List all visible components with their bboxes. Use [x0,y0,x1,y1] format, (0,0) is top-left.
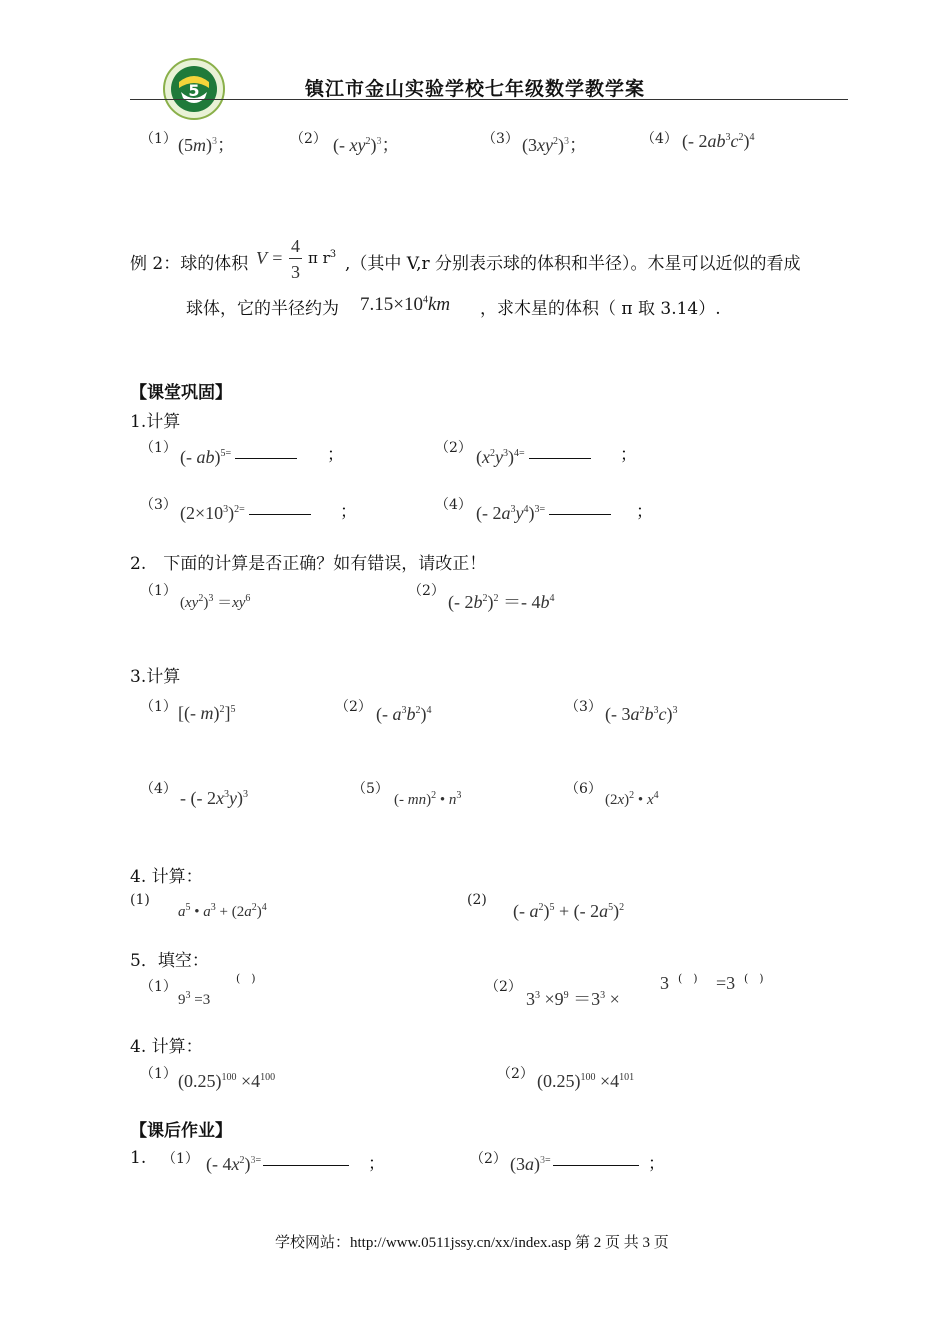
q3-expr-6: $(2x)^2$ • $x^4$ [605,790,659,808]
q5-blank-2[interactable]: ( ) [678,972,698,985]
homework-blank-2[interactable] [553,1165,639,1166]
q6-expr-1: $(0.25)^{100} \times 4^{100}$ [178,1071,276,1091]
homework-expr-2: $(3a)^{3=}$ [510,1154,639,1175]
q2-expr-2: (- $2b^2)^2 =- 4b^4$ [448,592,555,612]
q1-semi-2: ； [620,445,637,465]
q5-blank-3[interactable]: ( ) [744,972,764,985]
q5-label-2: （2） [485,979,522,995]
q4-label-1: (1) [130,892,150,908]
school-logo [163,58,225,120]
q2-title: 2. 下面的计算是否正确？如有错误，请改正！ [130,554,487,574]
q1-expr-4: (- $2a^3y^4)^{3=}$ [476,503,611,524]
q1-blank-1[interactable] [235,458,297,459]
q3-label-6: （6） [565,781,602,797]
q2-label-1: （1） [140,583,177,599]
q1-expr-2: $(x^2y^3)^{4=}$ [476,447,591,468]
q5-equals-3: =3 [716,973,736,993]
top-label-2: （2） [290,131,327,147]
top-expr-3: $(3xy^2)^3$； [522,135,587,155]
example2-r-exponent: 3 [329,249,337,260]
example2-radius-value: 7.15×10 [360,294,423,315]
example2-line2-b: ，求木星的体积（ π 取 3.14）. [480,299,721,319]
q6-expr-2: $(0.25)^{100} \times 4^{101}$ [537,1071,635,1091]
example2-frac-line [289,258,302,259]
q5-label-1: （1） [140,979,177,995]
example2-radius [360,294,450,316]
q3-expr-4: - (- $2x^3y)^3$ [180,788,248,808]
q2-label-2: （2） [408,583,445,599]
q3-expr-1: [(- m)$^2$]$^5$ [178,703,236,723]
q1-title: 1.计算 [130,412,181,432]
q2-expr-1: $(xy^2)^3 =xy^6$ [180,593,251,611]
q3-label-1: （1） [140,699,177,715]
school-logo-icon [163,58,225,120]
homework-semi-1: ； [368,1154,385,1174]
q3-label-5: （5） [352,781,389,797]
example2-radius-exponent: 4 [422,294,428,306]
q3-expr-2: (- $a^3b^2)^4$ [376,704,432,724]
q5-expr-2: $3^3 \times 9^9 =3^3$ × [526,989,620,1009]
homework-blank-1[interactable] [263,1165,349,1166]
homework-label-1: （1） [162,1151,199,1167]
header-divider [130,99,848,100]
q3-label-3: （3） [565,699,602,715]
top-expr-1: $(5m)^3$； [178,135,235,155]
q3-title: 3.计算 [130,667,181,687]
example2-frac-num: 4 [291,236,300,256]
top-label-4: （4） [641,131,678,147]
homework-heading: 【课后作业】 [130,1121,232,1141]
q1-blank-3[interactable] [249,514,311,515]
q6-label-2: （2） [497,1066,534,1082]
q1-label-2: （2） [435,440,472,456]
q5-blank-1[interactable]: ( ) [236,972,256,985]
q3-expr-5: (- mn)$^2$ • $n^3$ [394,790,462,808]
consolidation-heading: 【课堂巩固】 [130,383,232,403]
example2-line2-a: 球体，它的半径约为 [186,299,339,319]
example2-label: 例 2：球的体积 [130,254,249,274]
q4-title: 4. 计算： [130,867,203,887]
q4-expr-2: (- $a^2)^5$ + (- $2a^5)^2$ [513,901,625,921]
example2-frac-den: 3 [291,262,300,282]
example2-formula-v: V = [256,248,284,268]
q1-label-3: （3） [140,497,177,513]
example2-radius-unit: km [427,294,451,315]
q1-semi-1: ； [327,445,344,465]
q6-label-1: （1） [140,1066,177,1082]
page-footer: 学校网站：http://www.0511jssy.cn/xx/index.asp 第 2 页 共 3 页 [275,1235,669,1251]
page-title: 镇江市金山实验学校七年级数学教学案 [305,78,646,100]
q3-expr-3: (- $3a^2b^3c)^3$ [605,704,678,724]
q4-label-2: (2) [467,892,487,908]
top-label-3: （3） [482,131,519,147]
homework-semi-2: ； [648,1154,665,1174]
top-expr-4: (- $2ab^3c^2)^4$ [682,131,755,151]
q3-label-4: （4） [140,781,177,797]
q3-label-2: （2） [335,699,372,715]
top-label-1: （1） [140,131,177,147]
q1-expr-3: $(2\times 10^3)^{2=}$ [180,503,311,524]
q5-base-3: 3 [660,973,669,993]
q1-semi-4: ； [636,502,653,522]
q1-semi-3: ； [340,502,357,522]
q5-title: 5．填空： [130,951,209,971]
homework-label-2: （2） [470,1151,507,1167]
homework-q1: 1. [130,1148,147,1168]
q1-label-1: （1） [140,440,177,456]
q1-label-4: （4） [435,497,472,513]
svg-text:5: 5 [188,81,200,100]
example2-pi-r [308,249,336,267]
q6-title: 4. 计算： [130,1037,203,1057]
homework-expr-1: (- $4x^2)^{3=}$ [206,1154,349,1175]
q4-expr-1: $a^5$ • $a^3 + (2a^2)^4$ [178,902,267,920]
q1-blank-2[interactable] [529,458,591,459]
top-expr-2: (- $xy^2)^3$； [333,135,400,155]
q1-expr-1: (- ab)$^{5=}$ [180,447,297,468]
example2-pi-r-text: π r [308,249,330,267]
q1-blank-4[interactable] [549,514,611,515]
example2-line1-rest: ,（其中 V,r 分别表示球的体积和半径）。木星可以近似的看成 [345,254,801,274]
q5-expr-1: $9^3 =3$ [178,990,211,1008]
